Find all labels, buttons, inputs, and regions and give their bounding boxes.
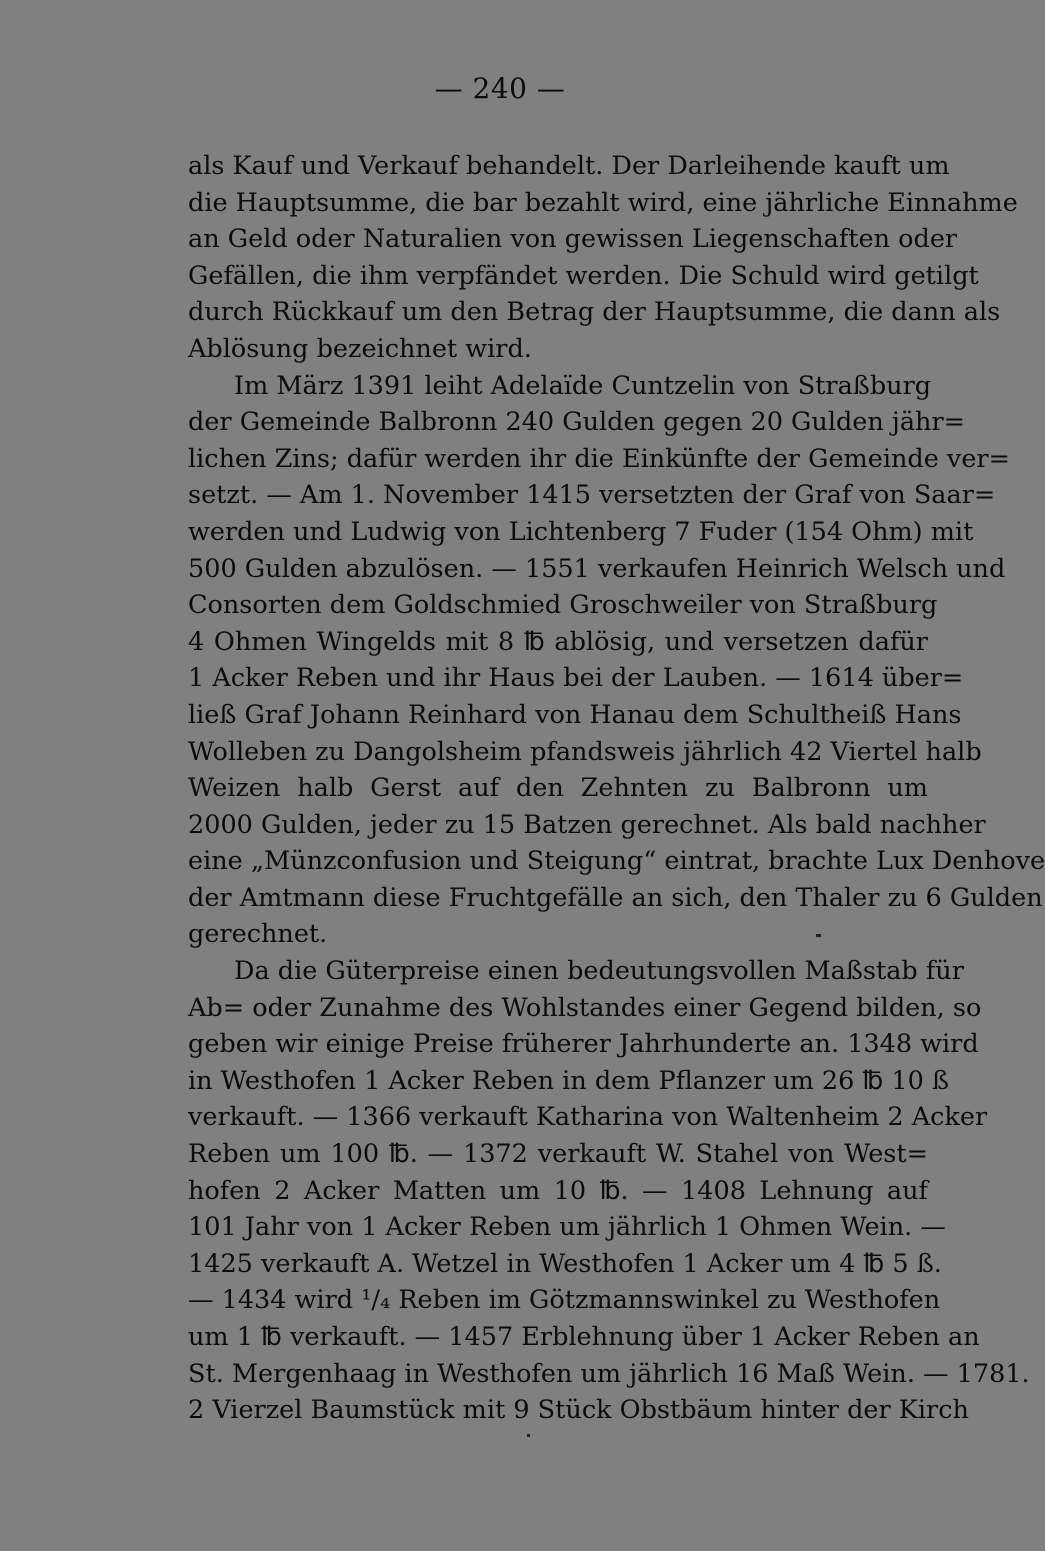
page-number: — 240 —: [434, 72, 566, 105]
text-line: verkauft. — 1366 verkauft Katharina von Waltenheim 2 Acker: [188, 1102, 988, 1133]
text-line: als Kauf und Verkauf behandelt. Der Darleihende kauft um: [188, 151, 950, 181]
print-speck: [816, 934, 821, 937]
text-line: durch Rückkauf um den Betrag der Hauptsumme, die dann als: [188, 297, 1001, 328]
text-line: um 1 ℔ verkauft. — 1457 Erblehnung über 1 Acker Reben an: [188, 1322, 980, 1352]
text-line: Reben um 100 ℔. — 1372 verkauft W. Stahel von West=: [188, 1139, 928, 1170]
text-line: der Gemeinde Balbronn 240 Gulden gegen 20 Gulden jähr=: [188, 407, 966, 438]
text-line: setzt. — Am 1. November 1415 versetzten der Graf von Saar=: [188, 480, 996, 511]
text-line: 2 Vierzel Baumstück mit 9 Stück Obstbäum hinter der Kirch: [188, 1395, 969, 1426]
text-line: 2000 Gulden, jeder zu 15 Batzen gerechnet. Als bald nachher: [188, 809, 986, 840]
text-line: 101 Jahr von 1 Acker Reben um jährlich 1 Ohmen Wein. —: [188, 1212, 946, 1243]
text-line: hofen 2 Acker Matten um 10 ℔. — 1408 Lehnung auf: [188, 1175, 928, 1206]
text-line: Da die Güterpreise einen bedeutungsvollen Maßstab für: [234, 956, 964, 987]
text-line: Consorten dem Goldschmied Groschweiler von Straßburg: [188, 590, 938, 621]
text-line: 500 Gulden abzulösen. — 1551 verkaufen Heinrich Welsch und: [188, 553, 1006, 584]
text-line: Ablösung bezeichnet wird.: [188, 333, 532, 364]
text-line: Im März 1391 leiht Adelaïde Cuntzelin von Straßburg: [234, 370, 932, 401]
text-line: an Geld oder Naturalien von gewissen Liegenschaften oder: [188, 224, 958, 255]
text-line: in Westhofen 1 Acker Reben in dem Pflanzer um 26 ℔ 10 ß: [188, 1065, 949, 1096]
text-line: Ab= oder Zunahme des Wohlstandes einer Gegend bilden, so: [188, 992, 982, 1023]
text-line: lichen Zins; dafür werden ihr die Einkünfte der Gemeinde ver=: [188, 443, 1010, 474]
text-line: Gefällen, die ihm verpfändet werden. Die Schuld wird getilgt: [188, 260, 979, 291]
text-line: 1 Acker Reben und ihr Haus bei der Lauben. — 1614 über=: [188, 663, 964, 694]
text-line: — 1434 wird ¹/₄ Reben im Götzmannswinkel zu Westhofen: [188, 1285, 941, 1316]
text-line: Weizen halb Gerst auf den Zehnten zu Balbronn um: [188, 773, 928, 804]
text-line: 4 Ohmen Wingelds mit 8 ℔ ablösig, und versetzen dafür: [188, 626, 928, 657]
text-line: St. Mergenhaag in Westhofen um jährlich 16 Maß Wein. — 1781.: [188, 1358, 1030, 1389]
print-speck: [527, 1434, 530, 1437]
text-line: der Amtmann diese Fruchtgefälle an sich, den Thaler zu 6 Gulden: [188, 882, 1043, 913]
text-line: Wolleben zu Dangolsheim pfandsweis jährlich 42 Viertel halb: [188, 736, 982, 767]
text-line: ließ Graf Johann Reinhard von Hanau dem Schultheiß Hans: [188, 699, 962, 730]
text-line: gerechnet.: [188, 919, 328, 950]
text-line: die Hauptsumme, die bar bezahlt wird, eine jährliche Einnahme: [188, 187, 1018, 218]
text-line: 1425 verkauft A. Wetzel in Westhofen 1 Acker um 4 ℔ 5 ß.: [188, 1248, 942, 1279]
text-line: geben wir einige Preise früherer Jahrhunderte an. 1348 wird: [188, 1029, 979, 1060]
text-line: werden und Ludwig von Lichtenberg 7 Fuder (154 Ohm) mit: [188, 516, 974, 547]
text-line: eine „Münzconfusion und Steigung“ eintrat, brachte Lux Denhove: [188, 846, 1045, 877]
body-text: [188, 148, 1045, 1429]
